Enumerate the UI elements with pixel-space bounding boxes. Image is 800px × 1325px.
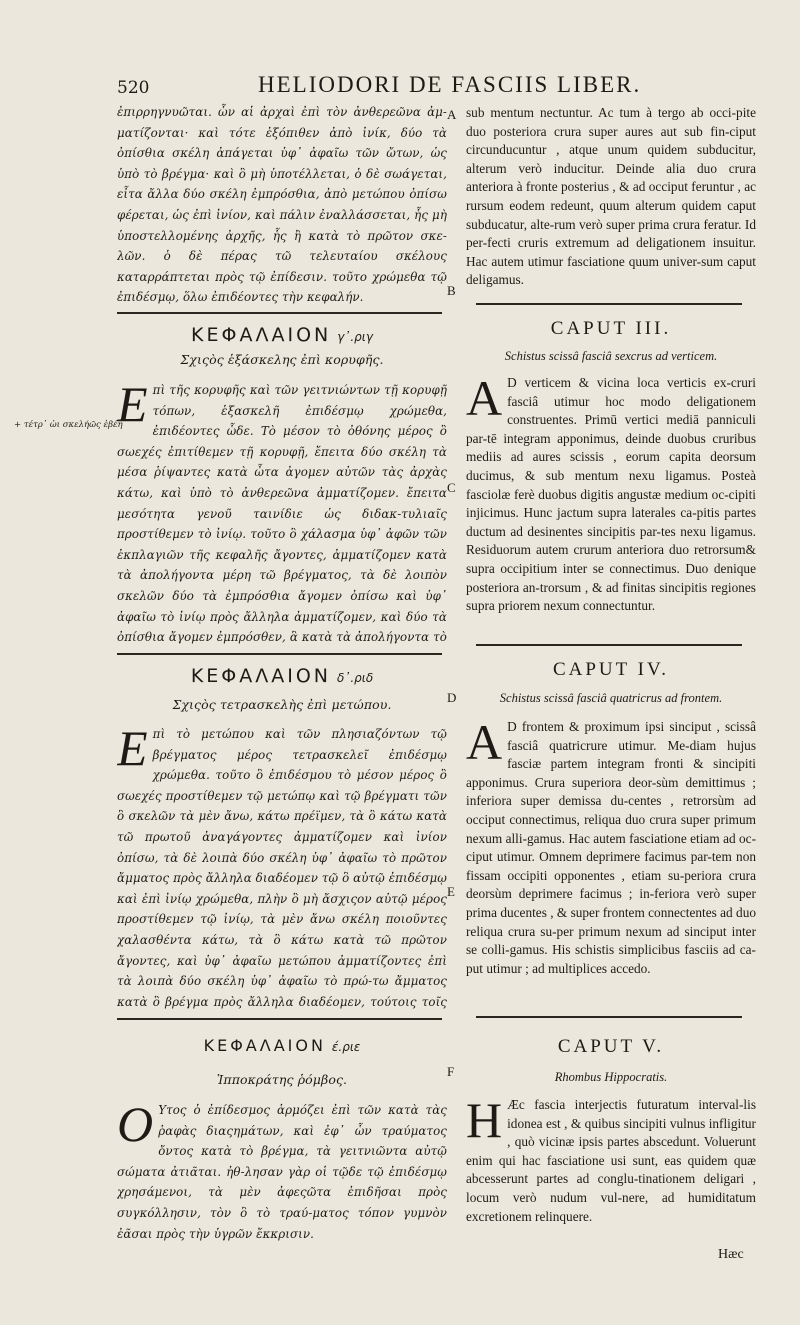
margin-letter-f: F [447,1064,455,1079]
chapter-divider [476,303,742,305]
margin-letter-c: C [447,480,456,495]
chapter-4-greek-heading [117,665,447,687]
chapter-4-latin-text [466,718,756,1002]
margin-letter-e: E [447,884,455,899]
chapter-divider [117,653,442,655]
chapter-5-latin-subtitle: Rhombus Hippocratis. [554,1070,668,1084]
chapter-4-latin-subtitle: Schistus scissâ fasciâ quatricrus ad frontem. [499,691,723,705]
chapter-5-latin-title: CAPUT V. [557,1036,665,1057]
page-number: 520 [117,78,150,98]
chapter-divider [117,312,442,314]
chapter-4-greek-subtitle: Σχιςὸς τετρασκελὴς ἐπὶ μετώπου. [172,697,392,712]
drop-cap: H [466,1096,503,1148]
chapter-5-greek-title: ΚΕΦΑΛΑΙΟΝ [203,1036,326,1055]
chapter-4-greek-title: ΚΕΦΑΛΑΙΟΝ [190,665,331,687]
chapter-5-greek-subtitle: Ἱπποκράτης ῥόμβος. [216,1072,348,1087]
chapter-3-latin-body: D verticem & vicina loca verticis ex-cruri fasciâ utimur hoc modo deligationem construentes. Primū vertici mediā panniculi par-tē integram apponimus, deinde duobus cruribus mediis ad aures scissis , eorum capita deorsum ducimus, & sub mentum nexu ligamus. Posteà fasciolæ ferè duobus digitis angustæ medium oc-cipiti injicimus. Hunc jactum supra laterales ca-pitis partes ductum ad desinentes sincipitis par-tes nexu ligamus. Residuorum autem crurum anteriora duo retrorsum& supra occipitium inter se connectimus. Duo denique posteriora an-trorsum , & ad finitas sincipitis regiones supra priorem nexum connectuntur. [466,375,756,614]
drop-cap: E [117,380,148,432]
margin-letter-b: B [447,283,456,298]
chapter-3-greek-title: ΚΕΦΑΛΑΙΟΝ [191,324,332,346]
drop-cap: A [466,718,503,770]
catchword: Hæc [718,1247,744,1262]
chapter-3-greek-heading [117,324,447,346]
chapter-3-greek-number: γ᾽.ριγ [337,330,373,344]
chapter-divider [117,1018,442,1020]
drop-cap: E [117,724,148,776]
chapter-divider [476,644,742,646]
chapter-4-greek-body: πὶ τὸ μετώπου καὶ τῶν πλησιαζόντων τῷ βρέγματος μέρος τετρασκελεῖ ἐπιδέσμῳ χρώμεθα. τοῦτο ὃ ἐπιδέσμου τὸ μέσον μέρος ὃ σωεχές προστίθεμεν τῷ μετώπῳ καὶ τῷ βρέγματι τῶν ὃ σκελῶν τὰ μὲν ἄνω, κάτω πρέϊμεν, τὰ ὃ κάτω κατὰ τῶ πρωτοῦ ἀναγάγοντες ἀμματίζομεν καὶ ἰνίον ὀπίσω, τὰ δὲ λοιπὰ δύο σκέλη ὑφ᾽ ἀφαῖω τὸ πρῶτον ἄμματος πρὸς ἄλληλα διαδέομεν τῷ ὃ αὐτῷ ἐπιδέσμῳ καὶ ἐπὶ ἰνίῳ χρώμεθα, πλὴν ὃ μὴ ἄσχιςον αὐτῷ μέρος προστίθεμεν τῷ ἰνίῳ, τὰ μὲν ἄνω σκέλη ποιοῦντες χαλασθέντα κάτω, τὰ ὃ κάτω κατὰ τῶ πρῶτον ἄγοντες, καὶ ὑφ᾽ ἀφαῖω μετώπου ἀμματίζοντες ἐπὶ τὰ λοιπὰ δύο σκέλη ὑφ᾽ ἀφαῖω τὸ πρώ-τω ἄμματος κατὰ ὃ βρέγμα πρὸς ἄλληλα διαδέομεν, τούτοις τοῖς [117,727,447,1009]
chapter-4-greek-number: δ᾽.ριδ [337,671,374,685]
chapter-3-latin-title: CAPUT III. [550,318,672,339]
handwritten-margin-note: + τέτρ᾽ ὠι σκελήῶς ἐβέη [14,420,123,430]
left-intro-paragraph: ἐπιρρηγνυῶται. ὧν αἱ ἀρχαὶ ἐπὶ τὸν ἀνθερεῶνα ἀμ-ματίζονται· καὶ τότε ἐξόπιθεν ἀπὸ ἰνίκ, δύο τὰ ὀπίσθια σκέλη ἀπάγεται ὑφ᾽ ἀφαῖω τῶν ὤτων, ὡς ὑπὸ τὸ βρέγμα· καὶ ὃ μὴ ὑποτέλλεται, ὁ δὲ σωάγεται, εἶτα ἄλλα δύο σκέλη ἐμπρόσθια, ἀπὸ μετώπου ὀπίσω φέρεται, ὡς ἐπὶ ἰνίον, καὶ πάλιν ἐναλλάσσεται, ἧς μὴ ὑποστελλομένης ἀρχῆς, ἧς ἢ κατὰ τὸ πρῶτον σκε-λῶν. ὁ δὲ πέρας τῶ τελευταίου σκέλους καταρράπτεται πρὸς τῷ ἐπίδεσιν. τοῦτο χρώμεθα τῷ ἐπιδέσμῳ, ὅλω ἐπιδέοντες τὴν κεφαλήν. [117,105,447,305]
chapter-4-greek-text [117,724,447,1014]
chapter-5-latin-body: Æc fascia interjectis futuratum interval-lis idonea est , & quibus sincipiti vulnus infligitur , quò vicinæ ipsis partes abscedunt. Voluerunt enim qui hac fasciatione usi sunt, eas quidem quæ abcesserunt partes ad conglu-tinationem deligari , locum verò nudum vul-nere, ad humiditatum excretionem relinquere. [466,1097,756,1224]
chapter-3-greek-text [117,380,447,644]
running-head: HELIODORI DE FASCIIS LIBER. [258,72,642,97]
chapter-3-latin-subtitle: Schistus scissâ fasciâ sexcrus ad verticem. [504,349,718,363]
chapter-5-latin-text [466,1096,756,1246]
chapter-5-greek-heading [117,1036,447,1055]
chapter-4-latin-title: CAPUT IV. [552,659,670,680]
drop-cap: A [466,374,503,426]
chapter-3-latin-text [466,374,756,616]
chapter-5-greek-number: έ.ριε [331,1040,361,1054]
margin-letter-a: A [447,107,457,122]
chapter-5-greek-text [117,1100,447,1250]
drop-cap: O [117,1100,154,1152]
chapter-3-greek-subtitle: Σχιςὸς ἑξάσκελης ἐπὶ κορυφῆς. [180,352,384,367]
chapter-3-greek-body: πὶ τῆς κορυφῆς καὶ τῶν γειτνιώντων τῇ κορυφῇ τόπων, ἑξασκελῆ ἐπιδέσμῳ χρώμεθα, ἐπιδέοντες ὧδε. Τὸ μέσον τὸ ὀθόνης μέρος ὃ σωεχές ἐπιτίθεμεν τῇ κορυφῇ, ἔπειτα δύο σκέλη τὰ μέσα ῥίψαντες κατὰ ὦτα ἀγομεν αὐτῶν τὰς ἀρχὰς κάτω, καὶ ὑπὸ τὸ ἀνθερεῶνα ἀμματίζομεν. ἔπειτα μεσότητα γενοῦ ταινίδιε ὡς διδακ-τυλιαῖς προστίθεμεν τὸ ἰνίῳ. τοῦτο ὃ χάλασμα ὑφ᾽ ἀφῶν τῶν ἐκπλαγιῶν τῆς κεφαλῆς ἄγοντες, ἀμματίζομεν κατὰ τὰ ἀπολήγοντα μέρη τῶ βρέγματος, τὰ δὲ λοιπὸν σκελῶν δύο τὰ ἐμπρόσθια ἄγομεν ὀπίσω καὶ ὑφ᾽ ἀφαῖω τὸ ἰνίῳ πρὸς ἄλληλα ἀμματίζομεν, καὶ δύο τὰ ὀπίσθια ἄγομεν ἐμπρόσθεν, ἃ κατὰ τὰ ἀπολήγοντα τὸ [117,383,447,644]
chapter-4-latin-body: D frontem & proximum ipsi sinciput , scissâ fasciâ quatricrure utimur. Me-diam hujus fasciæ partem integram fronti & sincipiti apponimus. Crura superiora deor-sùm demittimus ; inferiora super demissa du-centes , retrorsùm ad occiput connectimus, reliqua duo crura super primum nexum alli-gamus. Hac autem fasciatione etiam ad oc-ciput utimur. Omnem deprimere facimus par-tem non fissam occipiti opponentes , etiam su-periora crura deorsùm deprimere facimus ; in-feriora verò super prima ducentes , & super frontem connectentes ad duo reliqua crura su-per primum nexum ad sinciput inter se colli-gamus. His schistis simplicibus fasciis ad ca-put utimur ; ad multiplices accedo. [466,719,756,976]
margin-letter-d: D [447,690,457,705]
right-intro-paragraph: sub mentum nectuntur. Ac tum à tergo ab occi-pite duo posteriora crura super aures aut sub fin-ciput circunducuntur , atque unum quidem subducitur, alterum verò inducitur. Deinde alia duo crura anteriora à fronte posterius , & ad occiput feruntur , ac rursum eodem redeunt, quum alterum quidem caput subducatur, alte-rum verò super prima crura feratur. Id per-fecti cruris extremum ad deligationem insuitur. Hac autem utimur fasciatione quum univer-sum caput deligamus. [466,105,756,288]
chapter-5-greek-body: Υτος ὁ ἐπίδεσμος ἁρμόζει ἐπὶ τῶν κατὰ τὰς ῥαφὰς διαςημάτων, καὶ ἐφ᾽ ὧν τραύματος ὄντος κατὰ τὸ βρέγμα, τὰ γειτνιῶντα αὐτῷ σώματα ἀτιᾶται. ἠθ-λησαν γὰρ οἱ τῷδε τῷ ἐπιδέσμῳ χρησάμενοι, τὰ μὲν ἀφεςῶτα ἐπιδῆσαι πρὸς συγκόλλησιν, τὸν ὃ τὸ τραύ-ματος τόπον γυμνὸν ἐᾶσαι πρὸς τὴν ὑγρῶν ἔκκρισιν. [117,1103,447,1241]
chapter-divider [476,1016,742,1018]
